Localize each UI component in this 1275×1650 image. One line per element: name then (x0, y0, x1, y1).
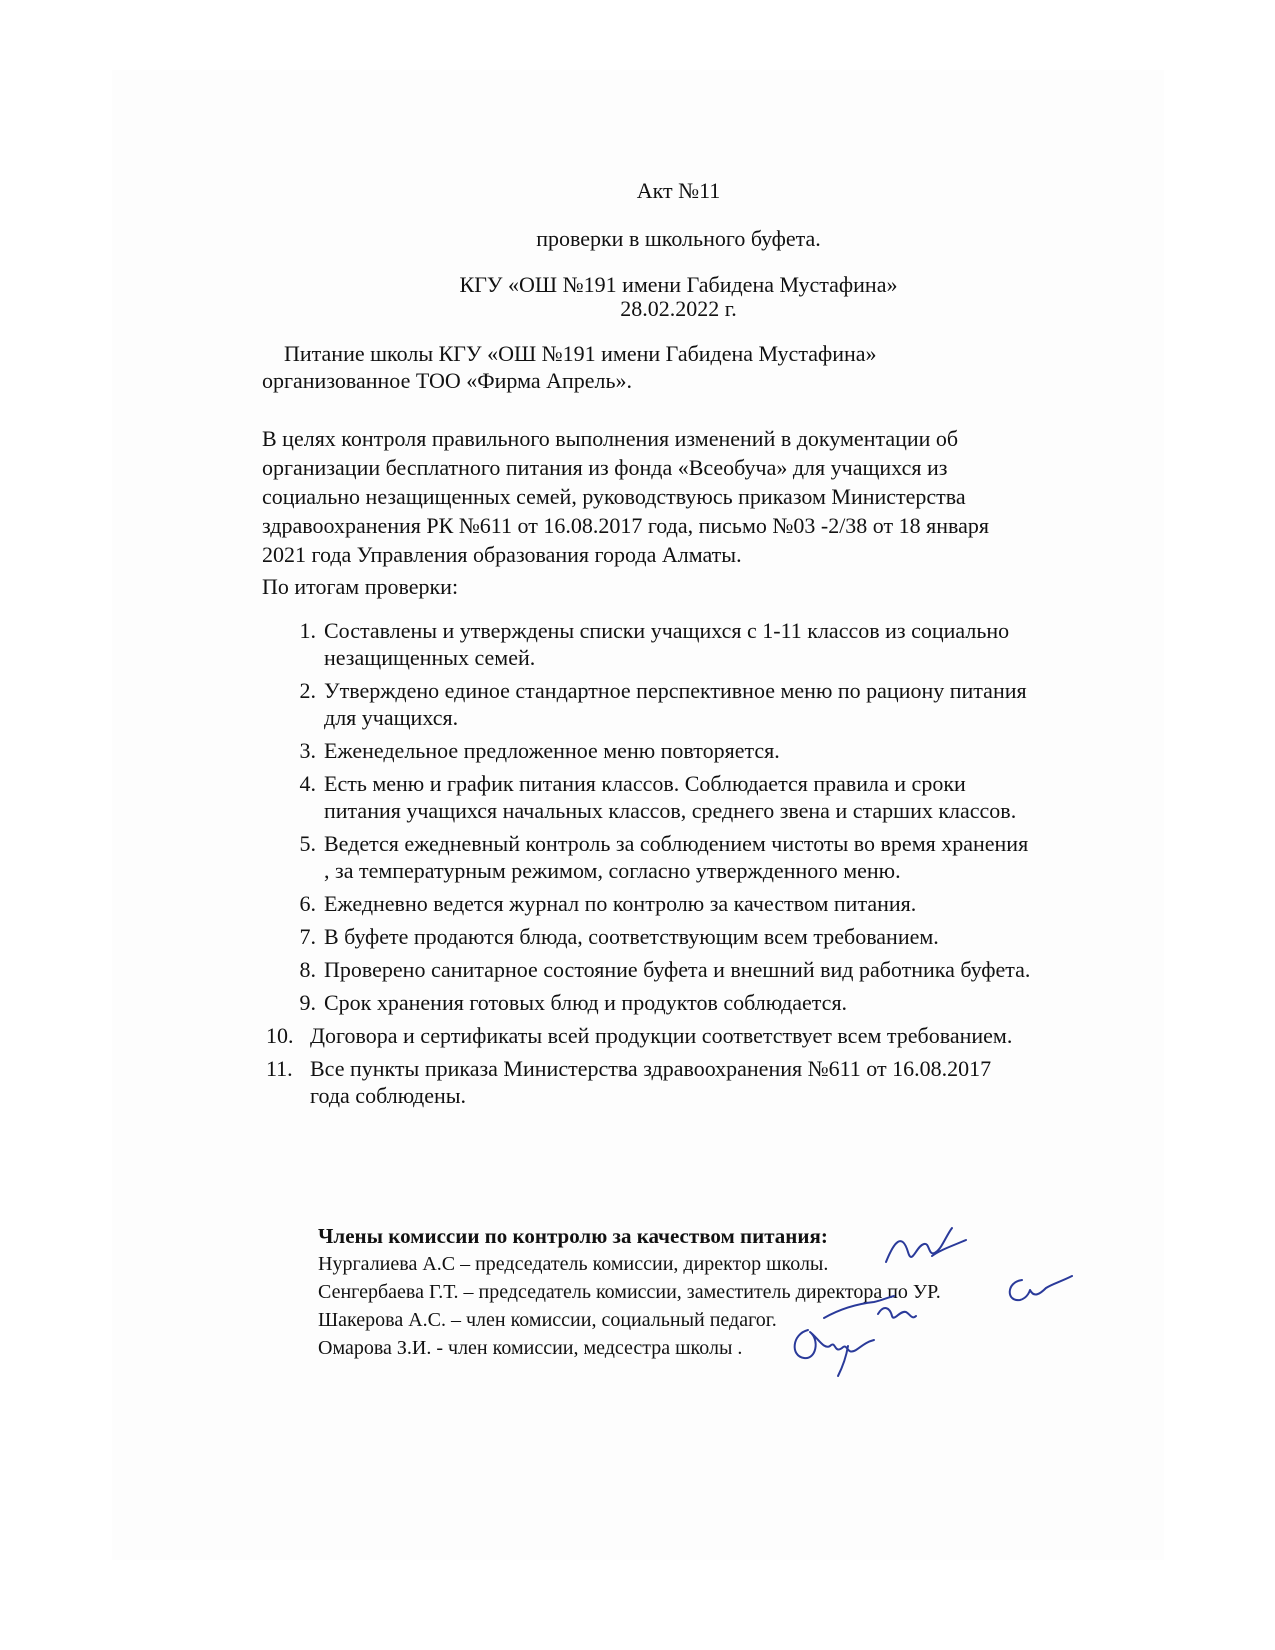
finding-text: Ежедневно ведется журнал по контролю за качеством питания. (324, 891, 917, 916)
purpose-line: В целях контроля правильного выполнения изменений в документации об (262, 426, 959, 451)
finding-number: 11. (266, 1056, 293, 1081)
finding-text: В буфете продаются блюда, соответствующим всем требованием. (324, 924, 939, 949)
finding-item (266, 617, 1036, 671)
intro-line: Питание школы КГУ «ОШ №191 имени Габидена Мустафина» (284, 341, 877, 366)
finding-number: 6. (299, 891, 316, 916)
purpose-line: организации бесплатного питания из фонда «Всеобуча» для учащихся из (262, 455, 948, 480)
finding-item (266, 956, 1036, 983)
purpose-line: здравоохранения РК №611 от 16.08.2017 года, письмо №03 -2/38 от 18 января (262, 513, 990, 538)
purpose-line: 2021 года Управления образования города Алматы. (262, 542, 742, 567)
finding-item (266, 770, 1036, 824)
findings-list (266, 617, 1036, 1115)
commission-heading: Члены комиссии по контролю за качеством питания: (318, 1224, 828, 1248)
finding-number: 7. (299, 924, 316, 949)
signature-nurse (786, 1316, 878, 1380)
commission-member: Шакерова А.С. – член комиссии, социальный педагог. (318, 1309, 777, 1331)
act-subtitle: проверки в школьного буфета. (536, 226, 821, 251)
commission-member: Омарова З.И. - член комиссии, медсестра школы . (318, 1337, 743, 1359)
finding-text: Есть меню и график питания классов. Соблюдается правила и сроки питания учащихся начальных классов, среднего звена и старших классов. (324, 771, 1017, 823)
finding-item (266, 1022, 1036, 1049)
finding-text: Ведется ежедневный контроль за соблюдением чистоты во время хранения , за температурным режимом, согласно утвержденного меню. (324, 831, 1029, 883)
finding-item (266, 890, 1036, 917)
intro-paragraph (262, 340, 1022, 394)
intro-line: организованное ТОО «Фирма Апрель». (262, 368, 633, 393)
finding-item (266, 989, 1036, 1016)
finding-item (266, 737, 1036, 764)
finding-item (266, 1055, 1036, 1109)
purpose-paragraph (262, 424, 1062, 569)
finding-number: 5. (299, 831, 316, 856)
finding-number: 8. (299, 957, 316, 982)
finding-item (266, 830, 1036, 884)
finding-text: Договора и сертификаты всей продукции соответствует всем требованием. (310, 1023, 1013, 1048)
organization-name: КГУ «ОШ №191 имени Габидена Мустафина» (459, 272, 898, 297)
finding-item (266, 923, 1036, 950)
finding-text: Утверждено единое стандартное перспективное меню по рациону питания для учащихся. (324, 678, 1027, 730)
finding-number: 10. (266, 1023, 294, 1048)
signature-director (880, 1222, 970, 1282)
finding-number: 1. (299, 618, 316, 643)
signature-deputy-director (1000, 1268, 1075, 1313)
purpose-line: социально незащищенных семей, руководствуюсь приказом Министерства (262, 484, 966, 509)
act-title: Акт №11 (636, 178, 721, 203)
act-date: 28.02.2022 г. (620, 296, 737, 321)
finding-number: 9. (299, 990, 316, 1015)
finding-text: Срок хранения готовых блюд и продуктов соблюдается. (324, 990, 848, 1015)
commission-member: Нургалиева А.С – председатель комиссии, директор школы. (318, 1253, 829, 1275)
finding-item (266, 677, 1036, 731)
results-label: По итогам проверки: (262, 574, 459, 599)
finding-text: Проверено санитарное состояние буфета и внешний вид работника буфета. (324, 957, 1031, 982)
finding-number: 3. (299, 738, 316, 763)
finding-number: 2. (299, 678, 316, 703)
commission-member: Сенгербаева Г.Т. – председатель комиссии, заместитель директора по УР. (318, 1281, 941, 1303)
finding-text: Еженедельное предложенное меню повторяется. (324, 738, 780, 763)
finding-number: 4. (299, 771, 316, 796)
finding-text: Все пункты приказа Министерства здравоохранения №611 от 16.08.2017 года соблюдены. (310, 1056, 992, 1108)
finding-text: Составлены и утверждены списки учащихся с 1-11 классов из социально незащищенных семей. (324, 618, 1010, 670)
